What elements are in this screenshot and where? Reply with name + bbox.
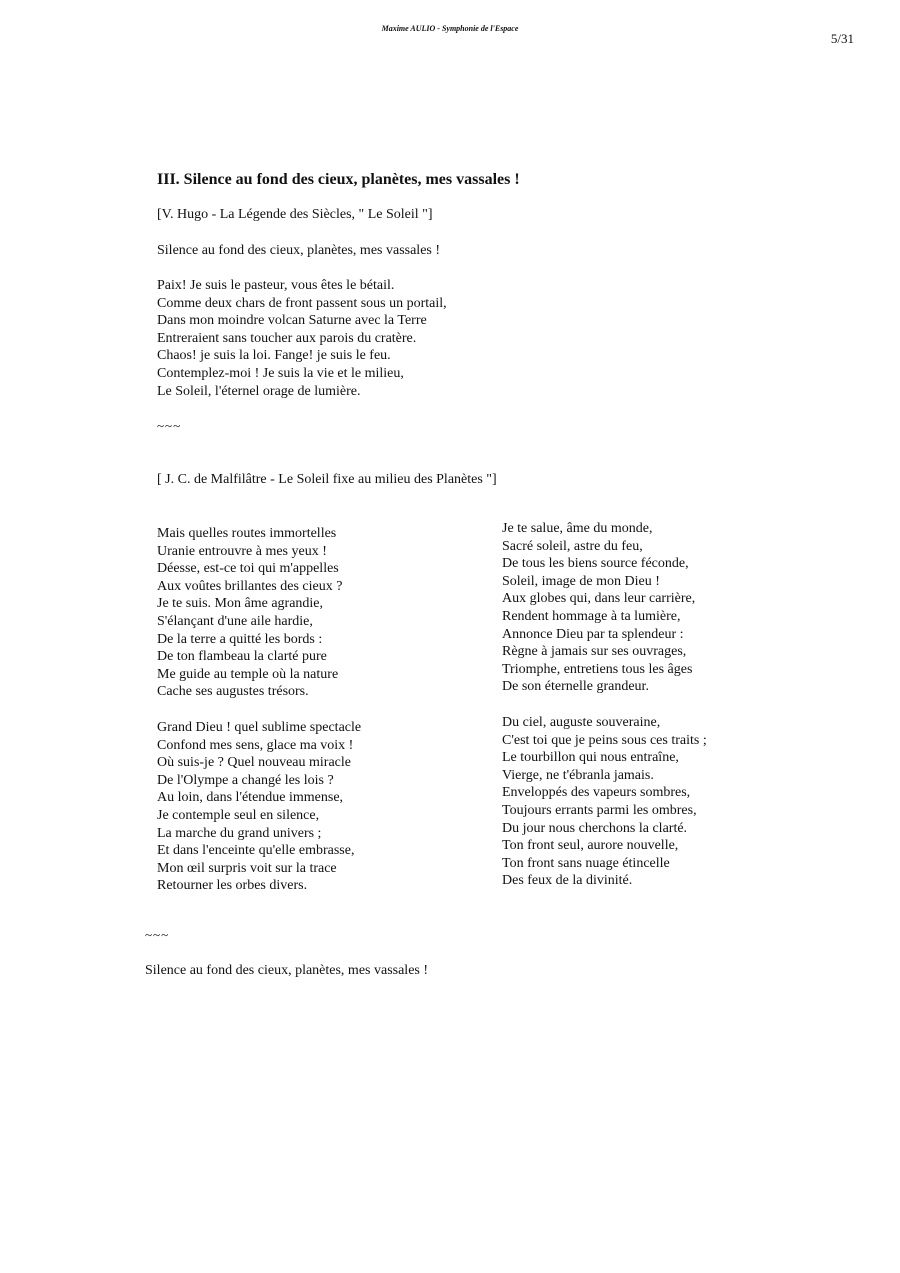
left-stanza-1	[157, 525, 342, 701]
verse-line: Me guide au temple où la nature	[157, 666, 339, 682]
verse-line: Vierge, ne t'ébranla jamais.	[502, 767, 654, 783]
separator-1: ~~~	[157, 418, 182, 433]
right-stanza-2	[502, 714, 707, 890]
verse-line: Mais quelles routes immortelles	[157, 526, 337, 541]
verse-line: De son éternelle grandeur.	[502, 679, 649, 695]
verse-line: De la terre a quitté les bords :	[157, 631, 323, 647]
opening-line: Silence au fond des cieux, planètes, mes vassales !	[157, 243, 441, 258]
verse-line: Aux voûtes brillantes des cieux ?	[157, 578, 343, 594]
verse-line: Déesse, est-ce toi qui m'appelles	[157, 561, 339, 577]
verse-line: Rendent hommage à ta lumière,	[502, 608, 681, 624]
closing-line: Silence au fond des cieux, planètes, mes vassales !	[145, 963, 429, 978]
verse-line: Ton front sans nuage étincelle	[502, 855, 670, 871]
verse-line: Du jour nous cherchons la clarté.	[502, 820, 688, 836]
separator-2: ~~~	[145, 927, 170, 942]
malfilatre-citation: [ J. C. de Malfilâtre - Le Soleil fixe au milieu des Planètes "]	[157, 472, 497, 487]
verse-line: Dans mon moindre volcan Saturne avec la Terre	[157, 313, 427, 329]
verse-line: Je contemple seul en silence,	[157, 807, 320, 823]
verse-line: Comme deux chars de front passent sous un portail,	[157, 295, 447, 311]
left-stanza-2	[157, 719, 361, 895]
verse-line: Uranie entrouvre à mes yeux !	[157, 543, 327, 559]
verse-line: Triomphe, entretiens tous les âges	[502, 661, 693, 677]
verse-line: Mon œil surpris voit sur la trace	[157, 860, 337, 876]
running-header-title: Maxime AULIO - Symphonie de l'Espace	[381, 24, 519, 33]
verse-line: De tous les biens source féconde,	[502, 556, 689, 572]
verse-line: Entreraient sans toucher aux parois du cratère.	[157, 330, 417, 346]
verse-line: Je te salue, âme du monde,	[502, 521, 653, 536]
verse-line: Grand Dieu ! quel sublime spectacle	[157, 720, 362, 735]
verse-line: Soleil, image de mon Dieu !	[502, 573, 660, 589]
verse-line: Aux globes qui, dans leur carrière,	[502, 591, 696, 607]
verse-line: De ton flambeau la clarté pure	[157, 649, 327, 665]
verse-line: Ton front seul, aurore nouvelle,	[502, 838, 679, 854]
verse-line: Sacré soleil, astre du feu,	[502, 538, 643, 554]
page-number: 5/31	[830, 31, 854, 46]
verse-line: Toujours errants parmi les ombres,	[502, 802, 697, 818]
verse-line: Annonce Dieu par ta splendeur :	[502, 626, 684, 642]
section-title: III. Silence au fond des cieux, planètes, mes vassales !	[157, 171, 520, 188]
verse-line: Du ciel, auguste souveraine,	[502, 715, 661, 730]
verse-line: Le Soleil, l'éternel orage de lumière.	[157, 383, 361, 399]
verse-line: Enveloppés des vapeurs sombres,	[502, 785, 691, 801]
verse-line: Où suis-je ? Quel nouveau miracle	[157, 755, 351, 771]
verse-line: C'est toi que je peins sous ces traits ;	[502, 732, 707, 748]
right-stanza-1	[502, 520, 695, 696]
hugo-citation: [V. Hugo - La Légende des Siècles, " Le Soleil "]	[157, 207, 433, 222]
verse-line: Des feux de la divinité.	[502, 873, 633, 889]
verse-line: S'élançant d'une aile hardie,	[157, 613, 313, 629]
hugo-stanza	[157, 277, 447, 400]
verse-line: Contemplez-moi ! Je suis la vie et le milieu,	[157, 365, 404, 381]
verse-line: Confond mes sens, glace ma voix !	[157, 737, 354, 753]
verse-line: Cache ses augustes trésors.	[157, 684, 309, 700]
verse-line: Chaos! je suis la loi. Fange! je suis le feu.	[157, 348, 391, 364]
verse-line: Le tourbillon qui nous entraîne,	[502, 750, 679, 766]
verse-line: La marche du grand univers ;	[157, 825, 322, 841]
verse-line: Retourner les orbes divers.	[157, 878, 308, 894]
verse-line: Règne à jamais sur ses ouvrages,	[502, 644, 687, 660]
verse-line: Et dans l'enceinte qu'elle embrasse,	[157, 843, 355, 859]
verse-line: Paix! Je suis le pasteur, vous êtes le bétail.	[157, 278, 395, 293]
verse-line: Au loin, dans l'étendue immense,	[157, 790, 344, 806]
verse-line: De l'Olympe a changé les lois ?	[157, 772, 334, 788]
verse-line: Je te suis. Mon âme agrandie,	[157, 596, 324, 612]
